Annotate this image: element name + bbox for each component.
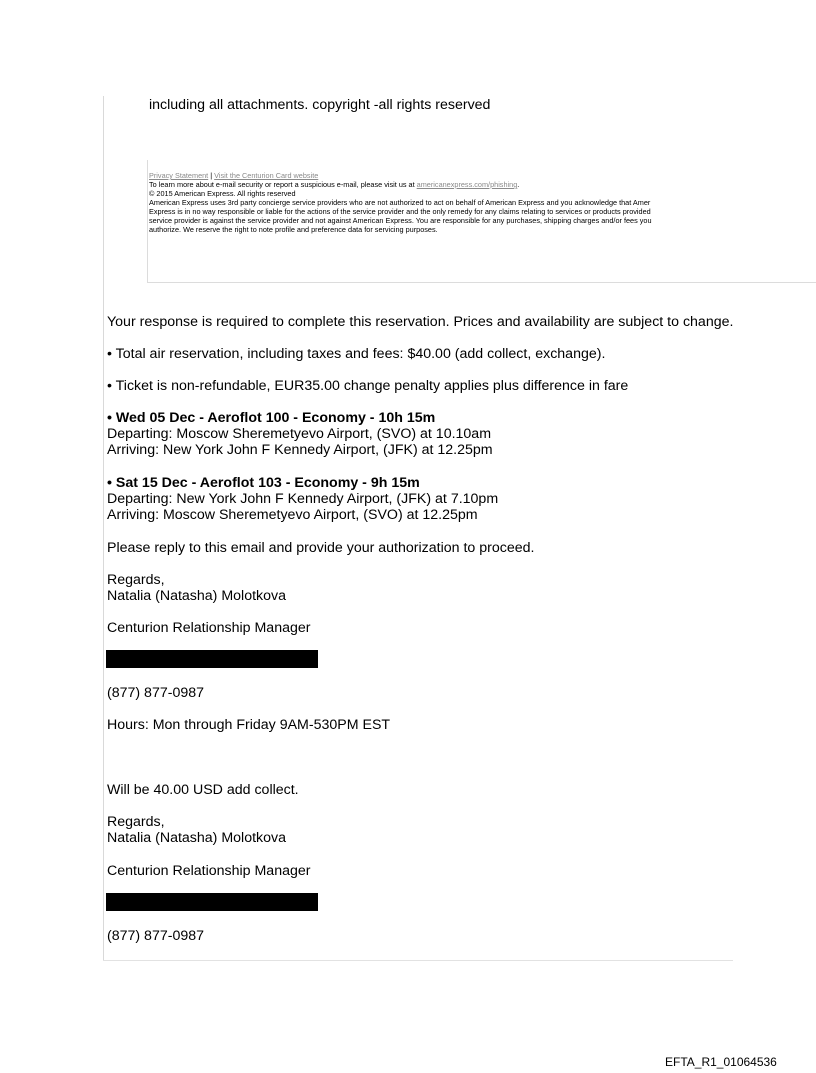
flight-1-arriving: Arriving: New York John F Kennedy Airport, (JFK) at 12.25pm <box>107 442 493 458</box>
privacy-statement-link[interactable]: Privacy Statement <box>149 171 209 180</box>
phishing-link[interactable]: americanexpress.com/phishing <box>416 180 518 189</box>
quote-border-bottom <box>103 960 733 961</box>
reply-message: Will be 40.00 USD add collect. <box>107 782 299 798</box>
disclaimer-line-2: Express is in no way responsible or liable for the actions of the service provider and the only remedy for any claims relating to services or products provided <box>149 208 651 216</box>
flight-2-departing: Departing: New York John F Kennedy Airport, (JFK) at 7.10pm <box>107 491 499 507</box>
link-separator: | <box>208 171 215 180</box>
flight-1-departing: Departing: Moscow Sheremetyevo Airport, (SVO) at 10.10am <box>107 426 492 442</box>
signature-2-role: Centurion Relationship Manager <box>107 863 311 879</box>
amex-copyright: © 2015 American Express. All rights reserved <box>149 189 296 198</box>
reply-request: Please reply to this email and provide your authorization to proceed. <box>107 540 535 556</box>
security-line-suffix: . <box>517 180 520 189</box>
signature-2-name: Natalia (Natasha) Molotkova <box>107 830 286 846</box>
footer-box-border-bottom <box>147 282 816 283</box>
signature-1-regards: Regards, <box>107 572 165 588</box>
security-line-prefix: To learn more about e-mail security or report a suspicious e-mail, please visit us at <box>149 180 417 189</box>
signature-2-phone: (877) 877-0987 <box>107 928 205 944</box>
document-id: EFTA_R1_01064536 <box>665 1055 777 1069</box>
attachments-copyright-line: including all attachments. copyright -all rights reserved <box>149 97 491 113</box>
signature-1-name: Natalia (Natasha) Molotkova <box>107 588 286 604</box>
footer-box-border-left <box>147 160 148 282</box>
flight-2-arriving: Arriving: Moscow Sheremetyevo Airport, (SVO) at 12.25pm <box>107 507 478 523</box>
ticket-terms-bullet: • Ticket is non-refundable, EUR35.00 change penalty applies plus difference in fare <box>107 378 629 394</box>
disclaimer-line-3: service provider is against the service provider and not against American Express. You are responsible for any purchases, shipping charges and/or fees you <box>149 217 652 225</box>
signature-1-phone: (877) 877-0987 <box>107 685 205 701</box>
total-fare-bullet: • Total air reservation, including taxes and fees: $40.00 (add collect, exchange). <box>107 346 606 362</box>
disclaimer-line-4: authorize. We reserve the right to note profile and preference data for servicing purposes. <box>149 225 438 234</box>
redaction-bar-2 <box>106 893 318 911</box>
quote-border-left <box>103 96 104 960</box>
disclaimer-line-1: American Express uses 3rd party concierge service providers who are not authorized to act on behalf of American Express and you acknowledge that Amer <box>149 199 651 207</box>
reservation-intro: Your response is required to complete this reservation. Prices and availability are subject to change. <box>107 314 734 330</box>
flight-2-title: • Sat 15 Dec - Aeroflot 103 - Economy - 9h 15m <box>107 475 420 491</box>
centurion-website-link[interactable]: Visit the Centurion Card website <box>214 171 319 180</box>
redaction-bar-1 <box>106 650 318 668</box>
signature-1-role: Centurion Relationship Manager <box>107 620 311 636</box>
flight-1-title: • Wed 05 Dec - Aeroflot 100 - Economy - 10h 15m <box>107 410 436 426</box>
signature-1-hours: Hours: Mon through Friday 9AM-530PM EST <box>107 717 391 733</box>
signature-2-regards: Regards, <box>107 814 165 830</box>
